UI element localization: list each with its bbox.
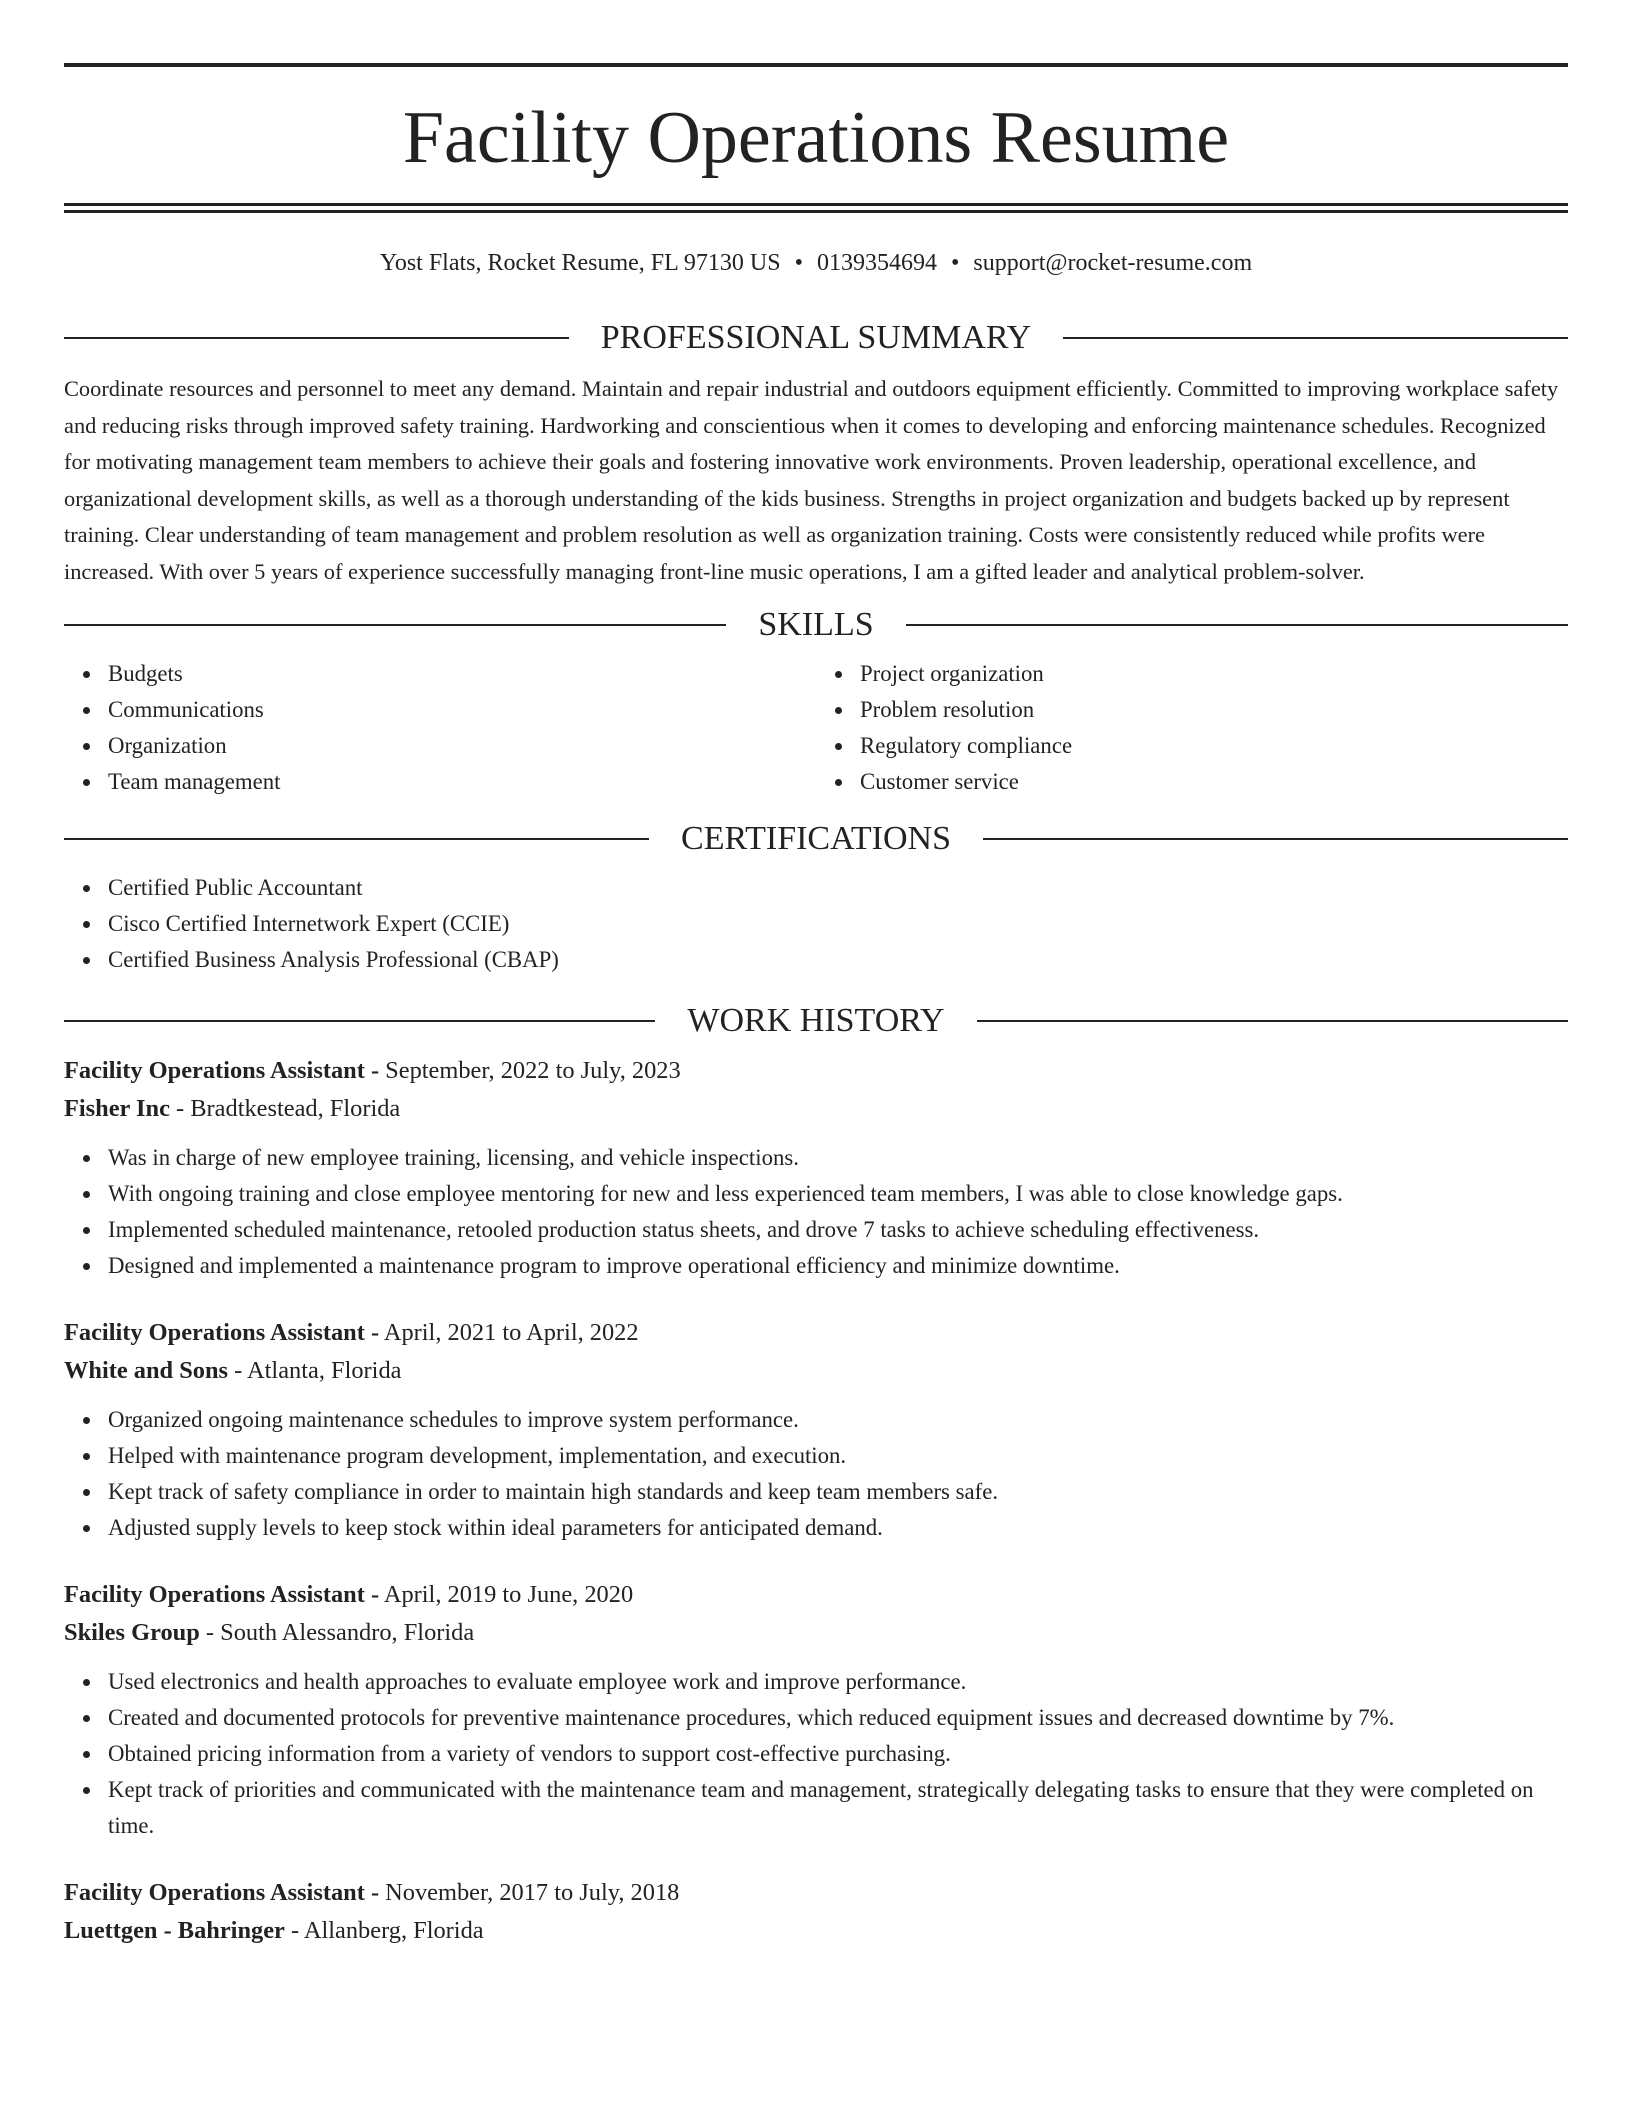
heading-rule xyxy=(64,337,569,339)
skill-item: Customer service xyxy=(860,764,1568,800)
job-entry xyxy=(64,1314,1568,1546)
job-title-line xyxy=(64,1052,1568,1090)
title-double-rule xyxy=(64,203,1568,213)
heading-rule xyxy=(64,1020,655,1022)
contact-phone: 0139354694 xyxy=(817,250,938,276)
section-heading-work-history xyxy=(64,1004,1568,1038)
skills-columns xyxy=(64,656,1568,800)
job-duty-item: Implemented scheduled maintenance, retooled production status sheets, and drove 7 tasks to achieve scheduling effectiveness. xyxy=(108,1212,1568,1248)
job-company: Luettgen - Bahringer xyxy=(64,1917,285,1944)
section-title: SKILLS xyxy=(758,606,874,643)
heading-rule xyxy=(1063,337,1568,339)
job-duty-item: Obtained pricing information from a variety of vendors to support cost-effective purchasing. xyxy=(108,1736,1568,1772)
job-dates: April, 2019 to June, 2020 xyxy=(383,1581,634,1608)
resume-page xyxy=(64,0,1568,1950)
section-heading-skills xyxy=(64,608,1568,642)
heading-rule xyxy=(64,838,649,840)
job-joiner: - xyxy=(370,1319,380,1346)
job-duty-item: Helped with maintenance program development, implementation, and execution. xyxy=(108,1438,1568,1474)
summary-text: Coordinate resources and personnel to meet any demand. Maintain and repair industrial and outdoors equipment efficiently. Committed to improving workplace safety and reducing risks through improved safety training. Hardworking and conscientious when it comes to developing and enforcing maintenance schedules. Recognized for motivating management team members to achieve their goals and fostering innovative work environments. Proven leadership, operational excellence, and organizational development skills, as well as a thorough understanding of the kids business. Strengths in project organization and budgets backed up by represent training. Clear understanding of team management and problem resolution as well as organization training. Costs were consistently reduced while profits were increased. With over 5 years of experience successfully managing front-line music operations, I am a gifted leader and analytical problem-solver. xyxy=(64,376,1559,584)
job-duty-item: Created and documented protocols for preventive maintenance procedures, which reduced equipment issues and decreased downtime by 7%. xyxy=(108,1700,1568,1736)
job-location: Atlanta, Florida xyxy=(247,1357,402,1384)
heading-rule xyxy=(983,838,1568,840)
job-dates: September, 2022 to July, 2023 xyxy=(385,1057,681,1084)
job-entry xyxy=(64,1874,1568,1950)
job-duty-item: Used electronics and health approaches to evaluate employee work and improve performance. xyxy=(108,1664,1568,1700)
job-joiner: - xyxy=(370,1057,380,1084)
job-duties-list xyxy=(64,1140,1568,1284)
skills-list-left xyxy=(64,656,816,800)
contact-separator: • xyxy=(794,250,804,276)
job-duties-list xyxy=(64,1664,1568,1844)
job-entry xyxy=(64,1576,1568,1844)
job-title-line xyxy=(64,1576,1568,1614)
job-joiner: - xyxy=(370,1879,380,1906)
job-joiner: - xyxy=(234,1357,243,1384)
job-duty-item: Kept track of safety compliance in order to maintain high standards and keep team members safe. xyxy=(108,1474,1568,1510)
job-joiner: - xyxy=(370,1581,380,1608)
job-location: Bradtkestead, Florida xyxy=(190,1095,401,1122)
job-joiner: - xyxy=(205,1619,215,1646)
job-duty-item: With ongoing training and close employee mentoring for new and less experienced team members, I was able to close knowledge gaps. xyxy=(108,1176,1568,1212)
job-title: Facility Operations Assistant xyxy=(64,1057,365,1084)
job-location: South Alessandro, Florida xyxy=(220,1619,475,1646)
work-history-list xyxy=(64,1052,1568,1950)
section-title: PROFESSIONAL SUMMARY xyxy=(600,319,1032,356)
job-duty-item: Kept track of priorities and communicated with the maintenance team and management, strategically delegating tasks to ensure that they were completed on time. xyxy=(108,1772,1568,1844)
section-title: CERTIFICATIONS xyxy=(681,820,951,857)
job-title-line xyxy=(64,1314,1568,1352)
job-duty-item: Was in charge of new employee training, licensing, and vehicle inspections. xyxy=(108,1140,1568,1176)
job-joiner: - xyxy=(176,1095,185,1122)
job-company-line xyxy=(64,1352,1568,1390)
job-title: Facility Operations Assistant xyxy=(64,1319,365,1346)
job-company: Skiles Group xyxy=(64,1619,200,1646)
job-duty-item: Adjusted supply levels to keep stock within ideal parameters for anticipated demand. xyxy=(108,1510,1568,1546)
skills-list-right xyxy=(816,656,1568,800)
job-title: Facility Operations Assistant xyxy=(64,1879,365,1906)
skill-item: Team management xyxy=(108,764,816,800)
job-duty-item: Designed and implemented a maintenance program to improve operational efficiency and minimize downtime. xyxy=(108,1248,1568,1284)
contact-line xyxy=(64,247,1568,279)
job-title-line xyxy=(64,1874,1568,1912)
job-company: Fisher Inc xyxy=(64,1095,170,1122)
skill-item: Regulatory compliance xyxy=(860,728,1568,764)
job-company: White and Sons xyxy=(64,1357,229,1384)
certifications-list xyxy=(64,870,1568,978)
section-heading-summary xyxy=(64,321,1568,355)
job-title: Facility Operations Assistant xyxy=(64,1581,365,1608)
certification-item: Certified Business Analysis Professional (CBAP) xyxy=(108,942,1568,978)
certification-item: Certified Public Accountant xyxy=(108,870,1568,906)
contact-separator: • xyxy=(951,250,960,276)
heading-rule xyxy=(977,1020,1568,1022)
contact-address: Yost Flats, Rocket Resume, FL 97130 US xyxy=(379,250,781,276)
job-company-line xyxy=(64,1090,1568,1128)
section-heading-certifications xyxy=(64,822,1568,856)
heading-rule xyxy=(906,624,1568,626)
skill-item: Organization xyxy=(108,728,816,764)
job-dates: November, 2017 to July, 2018 xyxy=(385,1879,680,1906)
skill-item: Budgets xyxy=(108,656,816,692)
job-duties-list xyxy=(64,1402,1568,1546)
job-company-line xyxy=(64,1614,1568,1652)
heading-rule xyxy=(64,624,726,626)
job-dates: April, 2021 to April, 2022 xyxy=(383,1319,639,1346)
job-company-line xyxy=(64,1912,1568,1950)
contact-email[interactable]: support@rocket-resume.com xyxy=(973,250,1253,276)
job-entry xyxy=(64,1052,1568,1284)
job-joiner: - xyxy=(290,1917,300,1944)
certification-item: Cisco Certified Internetwork Expert (CCIE) xyxy=(108,906,1568,942)
skill-item: Problem resolution xyxy=(860,692,1568,728)
section-title: WORK HISTORY xyxy=(687,1002,945,1039)
resume-title: Facility Operations Resume xyxy=(402,97,1230,179)
job-location: Allanberg, Florida xyxy=(303,1917,484,1944)
skill-item: Project organization xyxy=(860,656,1568,692)
skill-item: Communications xyxy=(108,692,816,728)
job-duty-item: Organized ongoing maintenance schedules to improve system performance. xyxy=(108,1402,1568,1438)
